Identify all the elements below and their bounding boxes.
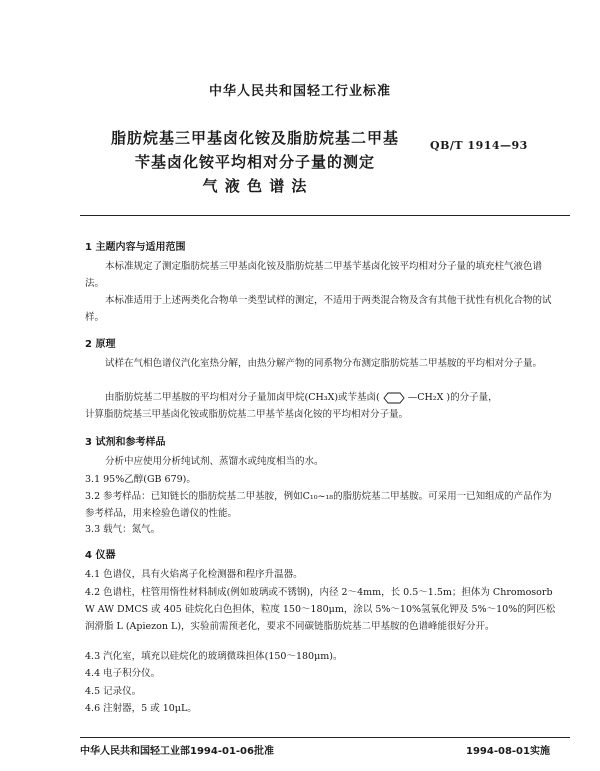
standard-category-header: 中华人民共和国轻工行业标准	[208, 84, 391, 99]
section-4-item-3: 4.3 汽化室，填充以硅烷化的玻璃微珠担体(150～180μm)。	[85, 651, 343, 662]
section-4-item-5: 4.5 记录仪。	[85, 686, 142, 697]
title-line-1: 脂肪烷基三甲基卤化铵及脂肪烷基二甲基	[110, 129, 399, 147]
section-2-paragraph-1: 试样在气相色谱仪汽化室热分解，由热分解产物的同系物分布测定脂肪烷基二甲基胺的平均相对分子量。	[105, 358, 543, 369]
section-3-intro: 分析中应使用分析纯试剂、蒸馏水或纯度相当的水。	[105, 456, 324, 467]
section-1-paragraph-2: 本标准适用于上述两类化合物单一类型试样的测定，不适用于两类混合物及含有其他干扰性有机化合物的试样。	[85, 295, 552, 323]
section-3-item-1: 3.1 95%乙醇(GB 679)。	[85, 474, 196, 485]
section-4-item-1: 4.1 色谱仪，具有火焰离子化检测器和程序升温器。	[85, 569, 303, 580]
section-4-item-4: 4.4 电子积分仪。	[85, 668, 161, 679]
title-line-3: 气 液 色 谱 法	[202, 177, 308, 195]
section-4-item-2: 4.2 色谱柱，柱管用惰性材料制成(例如玻璃或不锈钢)，内径 2～4mm，长 0.5～1.5m；担体为 Chromosorb W AW DMCS 或 405 硅烷化白色担体，粒度 150～180μm，涂以 5%～10%氢氧化钾及 5%～10%的阿匹松润滑脂 L (Apiezon L)，实验前需预老化，要求不同碳链脂肪烷基二甲基胺的色谱峰能很好分开。	[85, 587, 556, 632]
section-2-paragraph-2	[85, 389, 555, 423]
standard-number: QB/T 1914—93	[430, 139, 528, 152]
section-3-item-3: 3.3 载气：氮气。	[85, 524, 161, 535]
section-4-item-6: 4.6 注射器，5 或 10μL。	[85, 703, 197, 714]
section-1-heading: 1 主题内容与适用范围	[85, 242, 186, 253]
section-1-paragraph-1: 本标准规定了测定脂肪烷基三甲基卤化铵及脂肪烷基二甲基苄基卤化铵平均相对分子量的填充柱气液色谱法。	[85, 261, 543, 289]
approval-note: 中华人民共和国轻工业部1994-01-06批准	[80, 746, 274, 757]
title-line-2: 苄基卤化铵平均相对分子量的测定	[134, 153, 375, 171]
section-3-heading: 3 试剂和参考样品	[85, 437, 166, 448]
section-2-paragraph-2-part-c: 计算脂肪烷基三甲基卤化铵或脂肪烷基二甲基苄基卤化铵的平均相对分子量。	[85, 409, 409, 420]
implementation-date: 1994-08-01实施	[466, 746, 550, 757]
section-2-paragraph-2-part-b: —CH₂X )的分子量，	[407, 392, 498, 403]
section-2-paragraph-2-part-a: 由脂肪烷基二甲基胺的平均相对分子量加卤甲烷(CH₃X)或苄基卤(	[105, 392, 380, 403]
section-4-heading: 4 仪器	[85, 550, 116, 561]
section-3-item-2: 3.2 参考样品：已知链长的脂肪烷基二甲基胺，例如C₁₀~₁₈的脂肪烷基二甲基胺。可采用一已知组成的产品作为参考样品，用来检验色谱仪的性能。	[85, 491, 552, 519]
section-2-heading: 2 原理	[85, 339, 116, 350]
title-divider	[80, 215, 570, 216]
benzene-ring-icon	[380, 392, 408, 404]
footer-divider	[80, 737, 570, 738]
